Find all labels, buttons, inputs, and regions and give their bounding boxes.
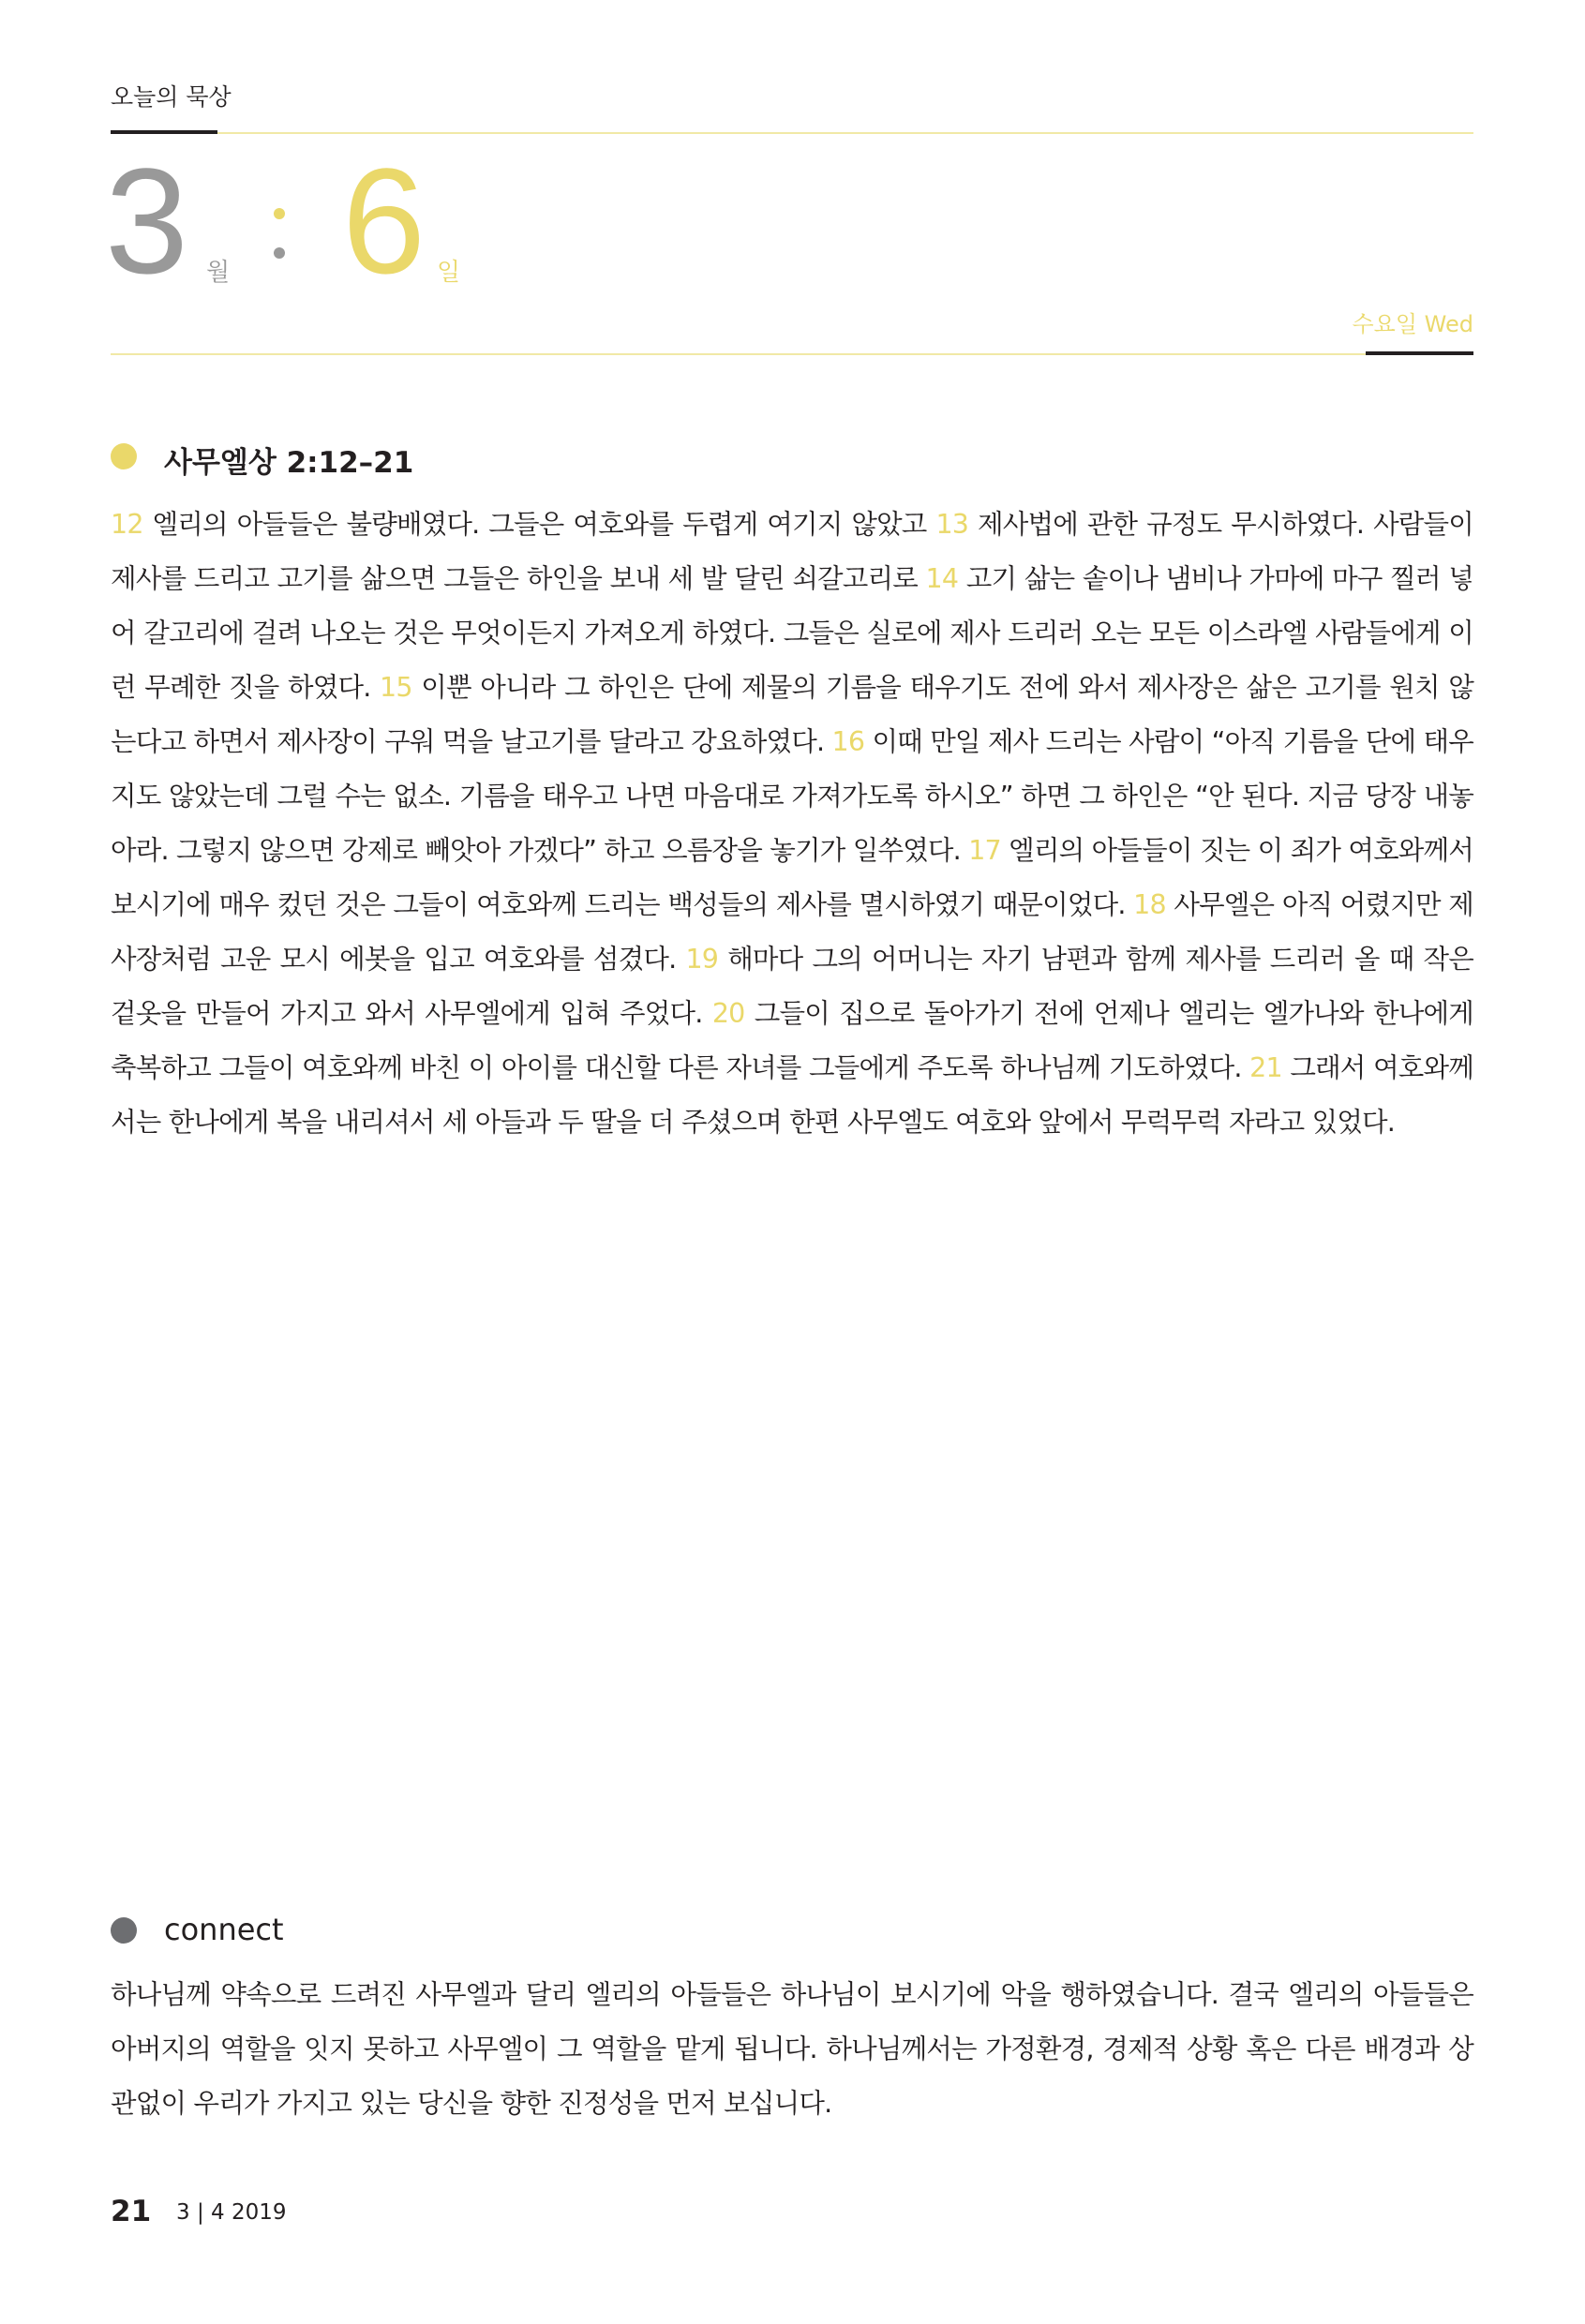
verse-number: 17 (968, 835, 1001, 866)
connect-bullet-icon (111, 1917, 137, 1944)
scripture-text (111, 498, 1473, 1150)
page-number: 21 (111, 2195, 152, 2228)
weekday-label: 수요일 Wed (1352, 311, 1473, 337)
scripture-reference: 사무엘상 2:12–21 (164, 446, 414, 480)
verse-number: 16 (831, 726, 865, 757)
date-divider (111, 353, 1366, 355)
verse-text: 그들이 집으로 돌아가기 전에 언제나 엘리는 엘가나와 한나에게 축복하고 그들이 여호와께 바친 이 아이를 대신할 다른 자녀를 그들에게 주도록 하나님께 기도하였다. (111, 998, 1473, 1083)
verse-text: 해마다 그의 어머니는 자기 남편과 함께 제사를 드리러 올 때 작은 겉옷을 만들어 가지고 와서 사무엘에게 입혀 주었다. (111, 944, 1473, 1029)
verse-number: 14 (925, 563, 959, 594)
connect-title: connect (164, 1912, 284, 1947)
header-divider (111, 132, 1473, 134)
verse-text: 고기 삶는 솥이나 냄비나 가마에 마구 찔러 넣어 갈고리에 걸려 나오는 것은 무엇이든지 가져오게 하였다. 그들은 실로에 제사 드리러 오는 모든 이스라엘 사람들에게 이런 무례한 짓을 하였다. (111, 563, 1473, 703)
section-label: 오늘의 묵상 (111, 83, 232, 111)
issue-label: 3 | 4 2019 (176, 2200, 287, 2225)
month-unit: 월 (206, 259, 231, 287)
month-number: 3 (105, 137, 188, 305)
day-number: 6 (342, 137, 426, 305)
verse-text: 이때 만일 제사 드리는 사람이 “아직 기름을 단에 태우지도 않았는데 그럴 수는 없소. 기름을 태우고 나면 마음대로 가져가도록 하시오” 하면 그 하인은 “안 된다. 지금 당장 내놓아라. 그렇지 않으면 강제로 빼앗아 가겠다” 하고 으름장을 놓기가 일쑤였다. (111, 726, 1473, 866)
connect-body: 하나님께 약속으로 드려진 사무엘과 달리 엘리의 아들들은 하나님이 보시기에 악을 행하였습니다. 결국 엘리의 아들들은 아버지의 역할을 잇지 못하고 사무엘이 그 역할을 맡게 됩니다. 하나님께서는 가정환경, 경제적 상황 혹은 다른 배경과 상관없이 우리가 가지고 있는 당신을 향한 진정성을 먼저 보십니다. (111, 1979, 1473, 2119)
verse-text: 엘리의 아들들은 불량배였다. 그들은 여호와를 두렵게 여기지 않았고 (142, 509, 936, 540)
verse-number: 20 (711, 998, 745, 1029)
verse-number: 12 (111, 509, 143, 540)
header-label-underline (111, 130, 217, 134)
verse-number: 15 (380, 672, 412, 703)
colon-dot-top (274, 208, 285, 219)
verse-text: 이뿐 아니라 그 하인은 단에 제물의 기름을 태우기도 전에 와서 제사장은 삶은 고기를 원치 않는다고 하면서 제사장이 구워 먹을 날고기를 달라고 강요하였다. (111, 672, 1473, 757)
verse-number: 18 (1133, 889, 1166, 920)
verse-number: 13 (935, 509, 969, 540)
verse-number: 21 (1249, 1052, 1282, 1083)
weekday-underline (1366, 351, 1473, 355)
scripture-bullet-icon (111, 443, 137, 469)
verse-text: 사무엘은 아직 어렸지만 제사장처럼 고운 모시 에봇을 입고 여호와를 섬겼다. (111, 889, 1473, 975)
verse-number: 19 (685, 944, 719, 975)
day-unit: 일 (437, 259, 461, 287)
colon-dot-bottom (274, 247, 285, 259)
verse-text: 제사법에 관한 규정도 무시하였다. 사람들이 제사를 드리고 고기를 삶으면 그들은 하인을 보내 세 발 달린 쇠갈고리로 (111, 509, 1473, 594)
verse-text: 엘리의 아들들이 짓는 이 죄가 여호와께서 보시기에 매우 컸던 것은 그들이 여호와께 드리는 백성들의 제사를 멸시하였기 때문이었다. (111, 835, 1473, 920)
verse-text: 그래서 여호와께서는 한나에게 복을 내리셔서 세 아들과 두 딸을 더 주셨으며 한편 사무엘도 여호와 앞에서 무럭무럭 자라고 있었다. (111, 1052, 1473, 1138)
